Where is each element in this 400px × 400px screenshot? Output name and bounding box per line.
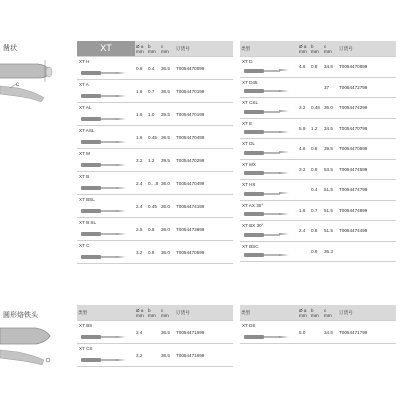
tip-image [81, 93, 132, 99]
width-b-value: 0.8 [310, 57, 323, 78]
diameter-a-value: 2.4 [135, 172, 147, 195]
table-row [240, 200, 396, 221]
diameter-a-value: 4.6 [298, 57, 310, 78]
table-row [77, 195, 233, 218]
table-row [77, 103, 233, 126]
diameter-a-value: 3.2 [135, 241, 147, 264]
order-number: T0054470799 [338, 118, 396, 139]
tip-model-name: XT DL [242, 141, 255, 146]
header-type: 类型 [77, 305, 135, 321]
header-a: Ø a mm [298, 41, 310, 57]
tip-image [244, 129, 295, 135]
tip-model-name: XT BX 30° [242, 223, 264, 228]
width-b-value: 0.8 [310, 139, 323, 160]
order-number: T0054472799 [338, 77, 396, 98]
table-row [77, 57, 233, 80]
header-b: b mm [310, 305, 323, 321]
width-b-value [147, 321, 160, 344]
length-c-value: 36.5 [160, 80, 175, 103]
table-row [240, 98, 396, 119]
tip-model-name: XT D [242, 59, 253, 64]
tip-image [244, 232, 295, 238]
tip-image [81, 334, 132, 340]
length-c-value: 36.3 [323, 241, 338, 262]
tip-model-name: XT BSC [242, 243, 259, 249]
tip-model-name: XT ASL [79, 128, 95, 133]
tip-model-name: XT E [242, 120, 253, 126]
width-b-value: 0.4 [310, 180, 323, 201]
order-number: T0054470199 [175, 103, 233, 126]
tip-image [81, 254, 132, 260]
tip-model-cell [240, 98, 298, 119]
diameter-a-value: 1.6 [135, 80, 147, 103]
width-b-value [310, 77, 323, 98]
tip-model-name: XT BS [79, 323, 93, 328]
diameter-a-value: 1.6 [135, 103, 147, 126]
diameter-a-value: 0.6 [135, 57, 147, 80]
table-row [77, 126, 233, 149]
tip-model-cell [77, 172, 135, 195]
table-row [240, 241, 396, 262]
diameter-a-value: 3.2 [298, 98, 310, 119]
length-c-value: 51.5 [323, 200, 338, 221]
width-b-value: 0.8 [310, 159, 323, 180]
diameter-a-value: 2.4 [135, 321, 147, 344]
round-tips-table-left [77, 305, 233, 367]
chisel-tips-table-left [77, 41, 233, 264]
tip-image [244, 150, 295, 156]
diameter-a-value: 3.2 [135, 344, 147, 367]
table-row [240, 321, 396, 344]
diameter-a-value: 5.0 [298, 321, 310, 344]
diameter-a-value [298, 77, 310, 98]
table-row [77, 241, 233, 264]
width-b-value: 0.8 [147, 241, 160, 264]
tip-model-cell [240, 139, 298, 160]
header-c: c mm [160, 305, 175, 321]
header-order: 订货号 [175, 41, 233, 57]
section-title-chisel: 凿状 [3, 44, 17, 52]
tip-model-name: XT CS [79, 346, 93, 351]
order-number [338, 241, 396, 262]
tip-image [81, 70, 132, 76]
width-b-value [147, 344, 160, 367]
order-number: T0054473699 [175, 218, 233, 241]
header-a: Ø a mm [135, 41, 147, 57]
width-b-value: 1.2 [147, 149, 160, 172]
order-number: T0054470599 [175, 241, 233, 264]
order-number: T0054470499 [175, 126, 233, 149]
table-row [77, 344, 233, 367]
header-b: b mm [147, 305, 160, 321]
length-c-value: 34.5 [323, 321, 338, 344]
header-type: 类型 [240, 41, 298, 57]
order-number: T0054474299 [338, 98, 396, 119]
round-tips-table-right [240, 305, 396, 344]
length-c-value: 36.0 [160, 195, 175, 218]
length-c-value: 36.5 [160, 321, 175, 344]
diameter-a-value: 3.2 [135, 149, 147, 172]
order-number: T0054471799 [338, 321, 396, 344]
header-c: c mm [323, 41, 338, 57]
header-c: c mm [323, 305, 338, 321]
table-row [240, 118, 396, 139]
tip-model-cell [240, 57, 298, 78]
tip-image [81, 116, 132, 122]
tip-image [244, 211, 295, 217]
tip-image [244, 109, 295, 115]
diameter-a-value: 2.5 [135, 218, 147, 241]
width-b-value: 0.45 [147, 126, 160, 149]
table-row [240, 77, 396, 98]
tip-model-name: XT B SL [79, 220, 97, 225]
tip-model-cell [77, 344, 135, 367]
diameter-a-value: 4.6 [298, 139, 310, 160]
diameter-a-value: 1.6 [135, 126, 147, 149]
tip-image [244, 252, 295, 258]
length-c-value: 51.5 [323, 180, 338, 201]
length-c-value: 51.5 [323, 221, 338, 242]
tip-model-name: XT D45 [242, 79, 258, 85]
tip-image [244, 68, 295, 74]
order-number: T0054474899 [338, 200, 396, 221]
round-tip-illustration [0, 318, 72, 368]
length-c-value: 53.5 [323, 159, 338, 180]
table-row [77, 321, 233, 344]
width-b-value: 0.45 [310, 98, 323, 119]
order-number: T0054474199 [175, 195, 233, 218]
order-number: T0054470499 [175, 172, 233, 195]
order-number: T0054474499 [338, 221, 396, 242]
order-number: T0054471699 [175, 344, 233, 367]
header-order: 订货号 [338, 41, 396, 57]
tip-image [81, 357, 132, 363]
table-row [240, 221, 396, 242]
order-number: T0054470599 [338, 139, 396, 160]
width-b-value: 0.8 [310, 241, 323, 262]
tip-image [81, 231, 132, 237]
table-row [240, 57, 396, 78]
tip-image [244, 191, 295, 197]
tip-image [81, 208, 132, 214]
length-c-value: 36.0 [160, 172, 175, 195]
width-b-value: 0.8 [147, 218, 160, 241]
tip-model-cell [77, 321, 135, 344]
tip-image [244, 88, 295, 94]
order-number: T0054470699 [338, 57, 396, 78]
length-c-value: 36.5 [160, 344, 175, 367]
tip-model-name: XT C [79, 243, 90, 248]
tip-model-cell [77, 241, 135, 264]
tip-model-name: XT H [79, 59, 90, 64]
tip-model-name: XT CSL [242, 100, 258, 105]
chisel-tip-illustration [0, 52, 72, 107]
tip-model-cell [77, 103, 135, 126]
tip-model-cell [240, 77, 298, 98]
table-row [240, 180, 396, 201]
diameter-a-value [298, 241, 310, 262]
header-order: 订货号 [338, 305, 396, 321]
diameter-a-value: 2.4 [298, 221, 310, 242]
tip-model-name: XT AX 30° [242, 202, 264, 208]
tip-model-cell [77, 149, 135, 172]
length-c-value: 34.5 [323, 118, 338, 139]
width-b-value: 0.7 [310, 200, 323, 221]
chisel-tips-table-right [240, 41, 396, 262]
tip-model-cell [240, 241, 298, 262]
tip-model-name: XT AL [79, 105, 92, 110]
table-row [77, 218, 233, 241]
tip-image [81, 139, 132, 145]
tip-image [244, 334, 295, 340]
length-c-value: 36.0 [160, 241, 175, 264]
tip-model-name: XT A [79, 82, 89, 87]
header-c: c mm [160, 41, 175, 57]
diameter-a-value: 5.9 [298, 118, 310, 139]
width-b-value: 0.. ,8 [147, 172, 160, 195]
tip-model-cell [240, 180, 298, 201]
tip-image [81, 162, 132, 168]
length-c-value: 34.5 [323, 57, 338, 78]
table-row [240, 139, 396, 160]
table-row [240, 159, 396, 180]
table-row [77, 172, 233, 195]
tip-model-cell [77, 126, 135, 149]
length-c-value: 37 [323, 77, 338, 98]
width-b-value [310, 321, 323, 344]
section-title-round: 圆形烙铁头 [3, 311, 38, 319]
table-row [77, 149, 233, 172]
tip-model-cell [240, 221, 298, 242]
diameter-a-value: 1.6 [298, 200, 310, 221]
order-number: T0054470099 [175, 57, 233, 80]
tip-model-name: XT MX [242, 161, 256, 167]
tip-model-cell [77, 218, 135, 241]
tip-image [81, 185, 132, 191]
tip-model-name: XT M [79, 151, 90, 156]
length-c-value: 39.5 [160, 149, 175, 172]
length-c-value: 36.5 [160, 57, 175, 80]
length-c-value: 36.5 [160, 126, 175, 149]
length-c-value: 36.0 [160, 218, 175, 241]
diameter-a-value: 2.4 [135, 195, 147, 218]
length-c-value: 39.5 [323, 139, 338, 160]
order-number: T0054474599 [338, 159, 396, 180]
diameter-a-value [298, 180, 310, 201]
width-b-value: 0.45 [147, 195, 160, 218]
order-number: T0054470199 [175, 80, 233, 103]
header-a: Ø a mm [298, 305, 310, 321]
tip-model-name: XT DS [242, 323, 256, 328]
tip-model-cell [240, 321, 298, 344]
header-b: b mm [147, 41, 160, 57]
header-b: b mm [310, 41, 323, 57]
width-b-value: 0.8 [310, 221, 323, 242]
tip-model-cell [77, 195, 135, 218]
tip-model-cell [240, 118, 298, 139]
order-number: T0054470299 [175, 149, 233, 172]
tip-model-cell [240, 200, 298, 221]
tip-model-name: XT HX [242, 182, 256, 187]
tip-model-name: XT B [79, 174, 90, 179]
tip-model-name: XT BSL [79, 197, 95, 202]
order-number: T0054474799 [338, 180, 396, 201]
width-b-value: 0.4 [147, 57, 160, 80]
table-row [77, 80, 233, 103]
tip-model-cell [77, 80, 135, 103]
header-type: 类型 [240, 305, 298, 321]
order-number: T0054471599 [175, 321, 233, 344]
tip-model-cell [77, 57, 135, 80]
diameter-a-value: 3.2 [298, 159, 310, 180]
width-b-value: 0.7 [147, 80, 160, 103]
header-xt: XT [77, 41, 135, 57]
width-b-value: 1.0 [147, 103, 160, 126]
width-b-value: 1.2 [310, 118, 323, 139]
tip-image [244, 170, 295, 176]
header-order: 订货号 [175, 305, 233, 321]
header-a: Ø a mm [135, 305, 147, 321]
length-c-value: 39.5 [160, 103, 175, 126]
length-c-value: 36.0 [323, 98, 338, 119]
dimension-label-c: c [16, 82, 19, 88]
tip-model-cell [240, 159, 298, 180]
